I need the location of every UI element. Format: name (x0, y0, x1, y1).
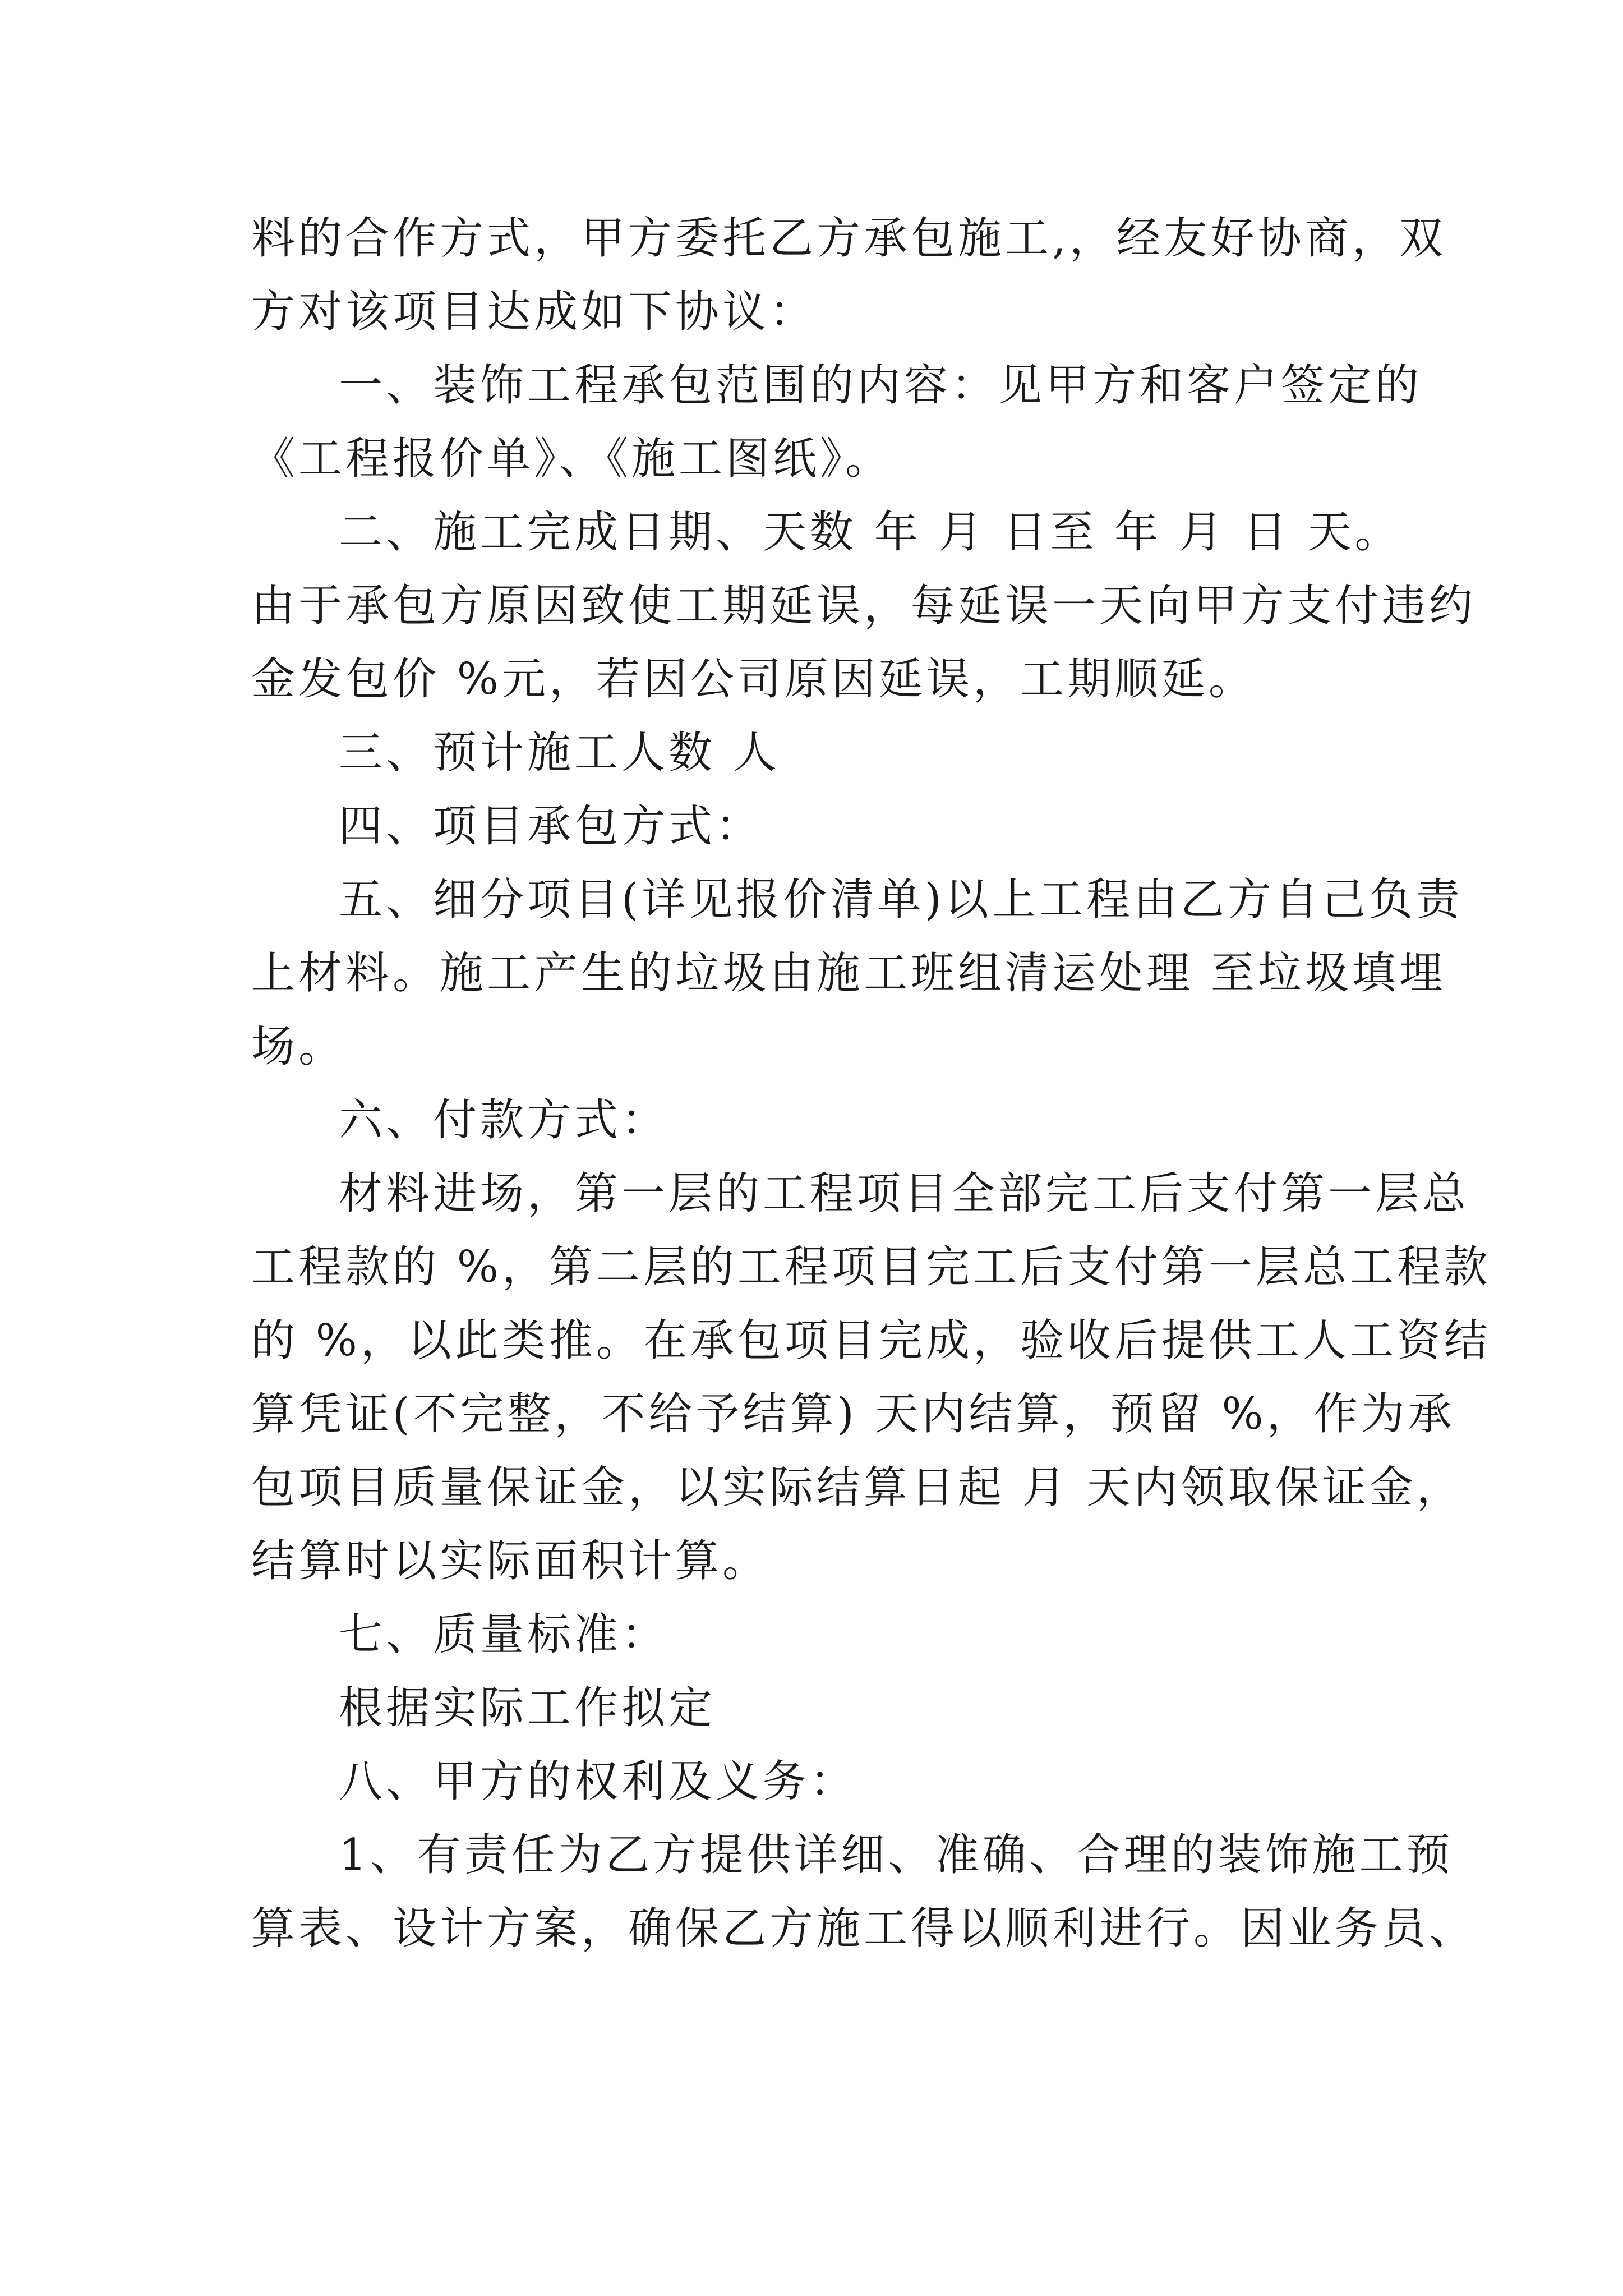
text-line: 四、项目承包方式： (339, 801, 763, 852)
text-line: 金发包价 %元，若因公司原因延误，工期顺延。 (251, 654, 1256, 705)
text-line: 三、预计施工人数 人 (339, 728, 780, 778)
text-line: 七、质量标准： (339, 1609, 669, 1660)
text-line: 算凭证(不完整，不给予结算) 天内结算，预留 %，作为承 (251, 1389, 1455, 1439)
text-line: 由于承包方原因致使工期延误，每延误一天向甲方支付违约 (251, 581, 1477, 631)
text-line: 场。 (251, 1022, 346, 1072)
text-line: 1、有责任为乙方提供详细、准确、合理的装饰施工预 (339, 1830, 1454, 1880)
text-line: 《工程报价单》、《施工图纸》。 (251, 434, 893, 484)
text-line: 六、付款方式： (339, 1095, 669, 1145)
text-line: 根据实际工作拟定 (339, 1683, 716, 1733)
text-line: 包项目质量保证金，以实际结算日起 月 天内领取保证金， (251, 1462, 1464, 1513)
text-line: 方对该项目达成如下协议： (251, 287, 817, 337)
text-line: 工程款的 %，第二层的工程项目完工后支付第一层总工程款 (251, 1242, 1491, 1292)
text-line: 八、甲方的权利及义务： (339, 1756, 857, 1807)
text-line: 结算时以实际面积计算。 (251, 1536, 770, 1586)
text-line: 的 %，以此类推。在承包项目完成，验收后提供工人工资结 (251, 1315, 1491, 1366)
text-line: 材料进场，第一层的工程项目全部完工后支付第一层总 (339, 1168, 1470, 1219)
text-line: 二、施工完成日期、天数 年 月 日至 年 月 日 天。 (339, 507, 1402, 558)
text-line: 上材料。施工产生的垃圾由施工班组清运处理 至垃圾填埋 (251, 948, 1446, 999)
text-line: 料的合作方式，甲方委托乙方承包施工,，经友好协商，双 (251, 213, 1446, 264)
text-line: 算表、设计方案，确保乙方施工得以顺利进行。因业务员、 (251, 1903, 1477, 1954)
text-line: 五、细分项目(详见报价清单)以上工程由乙方自己负责 (339, 875, 1463, 925)
text-line: 一、装饰工程承包范围的内容：见甲方和客户签定的 (339, 360, 1423, 411)
contract-text (251, 202, 1491, 1966)
